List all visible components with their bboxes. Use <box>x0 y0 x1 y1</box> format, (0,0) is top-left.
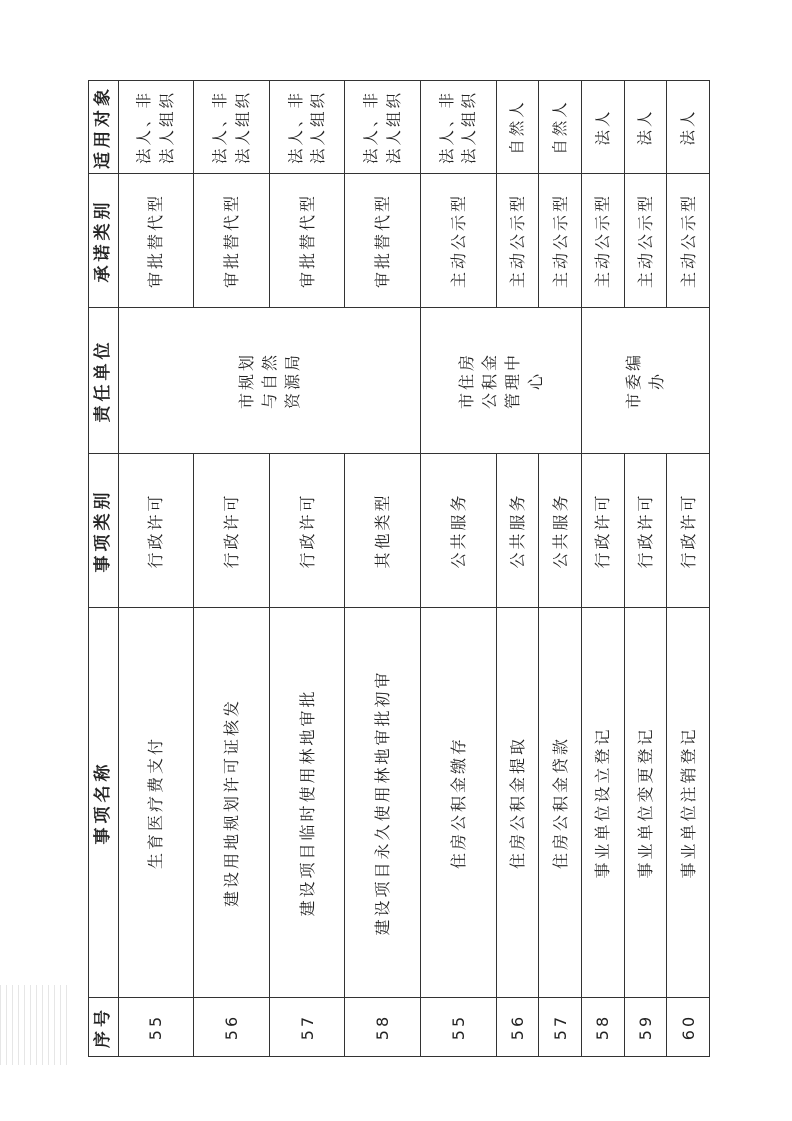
unit-cell: 市规划与自然资源局 <box>118 308 420 454</box>
name-cell: 住房公积金提取 <box>496 608 539 998</box>
promise-cell: 主动公示型 <box>667 174 710 308</box>
table-row <box>118 81 194 1057</box>
type-cell: 行政许可 <box>118 454 194 608</box>
promise-cell: 审批替代型 <box>118 174 194 308</box>
header-row <box>89 81 119 1057</box>
promise-cell: 主动公示型 <box>421 174 497 308</box>
target-cell: 法人 <box>624 81 667 174</box>
type-cell: 行政许可 <box>624 454 667 608</box>
target-cell: 自然人 <box>496 81 539 174</box>
name-cell: 事业单位注销登记 <box>667 608 710 998</box>
promise-cell: 审批替代型 <box>194 174 270 308</box>
type-cell: 行政许可 <box>269 454 345 608</box>
seq-cell: 59 <box>624 998 667 1057</box>
target-cell: 法人、非法人组织 <box>345 81 421 174</box>
unit-cell: 市委编办 <box>581 308 709 454</box>
name-cell: 住房公积金缴存 <box>421 608 497 998</box>
header-target: 适用对象 <box>89 81 119 174</box>
scan-margin-noise <box>0 985 70 1065</box>
type-cell: 行政许可 <box>667 454 710 608</box>
promise-cell: 主动公示型 <box>496 174 539 308</box>
seq-cell: 58 <box>345 998 421 1057</box>
type-cell: 行政许可 <box>581 454 624 608</box>
table-row <box>269 81 345 1057</box>
name-cell: 事业单位设立登记 <box>581 608 624 998</box>
target-cell: 法人 <box>667 81 710 174</box>
table-row <box>194 81 270 1057</box>
header-type: 事项类别 <box>89 454 119 608</box>
name-cell: 建设项目永久使用林地审批初审 <box>345 608 421 998</box>
name-cell: 建设用地规划许可证核发 <box>194 608 270 998</box>
table-row <box>667 81 710 1057</box>
seq-cell: 57 <box>269 998 345 1057</box>
name-cell: 住房公积金贷款 <box>539 608 582 998</box>
unit-cell: 市住房公积金管理中心 <box>421 308 582 454</box>
type-cell: 其他类型 <box>345 454 421 608</box>
target-cell: 法人、非法人组织 <box>269 81 345 174</box>
target-cell: 法人、非法人组织 <box>118 81 194 174</box>
seq-cell: 56 <box>194 998 270 1057</box>
target-cell: 法人 <box>581 81 624 174</box>
table-row <box>539 81 582 1057</box>
type-cell: 行政许可 <box>194 454 270 608</box>
name-cell: 建设项目临时使用林地审批 <box>269 608 345 998</box>
table-row <box>624 81 667 1057</box>
promise-cell: 主动公示型 <box>539 174 582 308</box>
target-cell: 法人、非法人组织 <box>421 81 497 174</box>
table-row <box>345 81 421 1057</box>
promise-cell: 审批替代型 <box>269 174 345 308</box>
target-cell: 自然人 <box>539 81 582 174</box>
type-cell: 公共服务 <box>421 454 497 608</box>
name-cell: 事业单位变更登记 <box>624 608 667 998</box>
seq-cell: 60 <box>667 998 710 1057</box>
header-seq: 序号 <box>89 998 119 1057</box>
header-name: 事项名称 <box>89 608 119 998</box>
table-row <box>581 81 624 1057</box>
header-unit: 责任单位 <box>89 308 119 454</box>
target-cell: 法人、非法人组织 <box>194 81 270 174</box>
promise-cell: 审批替代型 <box>345 174 421 308</box>
seq-cell: 55 <box>421 998 497 1057</box>
promise-cell: 主动公示型 <box>581 174 624 308</box>
table-row <box>421 81 497 1057</box>
seq-cell: 58 <box>581 998 624 1057</box>
seq-cell: 56 <box>496 998 539 1057</box>
table-row <box>496 81 539 1057</box>
name-cell: 生育医疗费支付 <box>118 608 194 998</box>
type-cell: 公共服务 <box>496 454 539 608</box>
rotated-page <box>88 81 710 1057</box>
seq-cell: 57 <box>539 998 582 1057</box>
promise-cell: 主动公示型 <box>624 174 667 308</box>
seq-cell: 55 <box>118 998 194 1057</box>
type-cell: 公共服务 <box>539 454 582 608</box>
matters-table <box>88 80 710 1057</box>
header-promise: 承诺类别 <box>89 174 119 308</box>
